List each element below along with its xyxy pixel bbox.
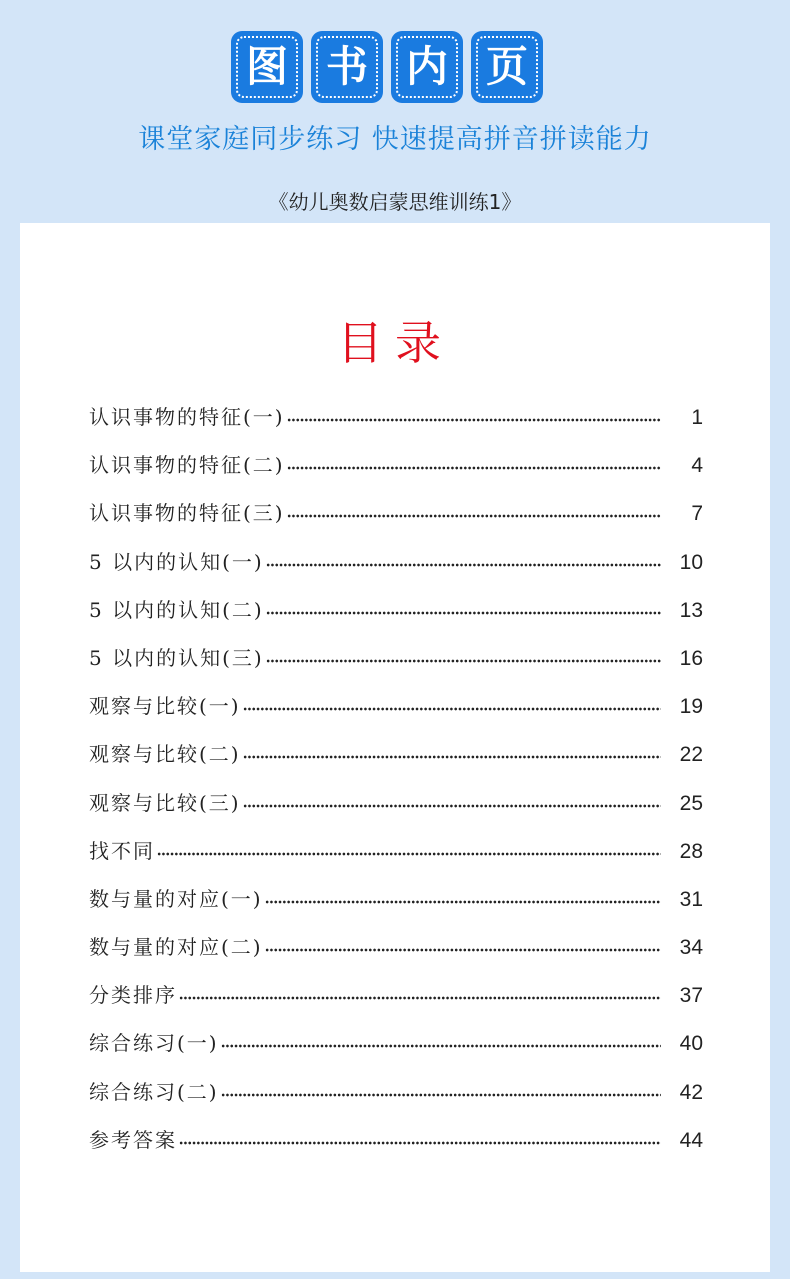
toc-row xyxy=(89,546,703,594)
toc-page-panel xyxy=(20,223,770,1272)
dot-leader xyxy=(287,514,661,518)
dot-leader xyxy=(266,659,661,663)
toc-item-title: 综合练习(一) xyxy=(89,1031,219,1056)
toc-item-title: 认识事物的特征(一) xyxy=(89,405,285,429)
toc-row xyxy=(89,449,703,497)
toc-item-page: 34 xyxy=(679,936,703,960)
dot-leader xyxy=(266,563,661,567)
toc-item-title: 数与量的对应(一) xyxy=(89,886,263,911)
toc-row xyxy=(89,835,703,883)
badge-tu xyxy=(231,31,303,103)
toc-row xyxy=(89,594,703,642)
dot-leader xyxy=(287,418,661,422)
toc-item-page: 37 xyxy=(679,984,703,1008)
toc-item-title: 5 以内的认知(一) xyxy=(89,549,264,574)
book-title: 《幼儿奥数启蒙思维训练1》 xyxy=(268,190,522,214)
badge-shu xyxy=(311,31,383,103)
toc-item-title: 分类排序 xyxy=(89,983,177,1008)
badge-label: 内 xyxy=(405,42,448,91)
dot-leader xyxy=(157,852,661,856)
dot-leader xyxy=(266,611,661,615)
dot-leader xyxy=(243,755,661,759)
toc-item-title: 认识事物的特征(二) xyxy=(89,453,285,478)
dot-leader xyxy=(243,707,661,711)
dot-leader xyxy=(265,900,661,904)
toc-row xyxy=(89,497,703,545)
toc-row xyxy=(89,883,703,931)
toc-item-page: 25 xyxy=(679,791,703,815)
header-badges xyxy=(231,31,543,103)
toc-row xyxy=(89,690,703,738)
dot-leader xyxy=(179,1141,661,1145)
toc-item-title: 观察与比较(三) xyxy=(89,790,241,815)
toc-item-page: 10 xyxy=(679,550,703,574)
toc-item-page: 1 xyxy=(691,406,703,429)
badge-ye xyxy=(471,31,543,103)
toc-item-title: 认识事物的特征(三) xyxy=(89,501,285,526)
toc-item-title: 找不同 xyxy=(89,838,155,863)
dot-leader xyxy=(243,804,661,808)
toc-item-page: 22 xyxy=(679,743,703,767)
toc-heading: 目录 xyxy=(337,316,453,370)
toc-item-page: 42 xyxy=(679,1080,703,1104)
toc-row xyxy=(89,1124,703,1172)
toc-row xyxy=(89,738,703,786)
toc-item-title: 5 以内的认知(二) xyxy=(89,597,264,622)
toc-row xyxy=(89,1027,703,1075)
toc-row xyxy=(89,1076,703,1124)
toc-item-page: 28 xyxy=(679,839,703,863)
toc-row xyxy=(89,787,703,835)
toc-item-title: 综合练习(二) xyxy=(89,1079,219,1104)
toc-item-page: 31 xyxy=(679,887,703,911)
badge-label: 书 xyxy=(325,42,368,91)
toc-row xyxy=(89,979,703,1027)
toc-item-page: 19 xyxy=(679,695,703,719)
toc-row xyxy=(89,642,703,690)
dot-leader xyxy=(221,1044,661,1048)
badge-nei xyxy=(391,31,463,103)
toc-row xyxy=(89,401,703,449)
toc-item-title: 观察与比较(二) xyxy=(89,742,241,767)
toc-item-page: 7 xyxy=(691,502,703,526)
subtitle: 课堂家庭同步练习 快速提高拼音拼读能力 xyxy=(138,124,652,155)
toc-item-title: 观察与比较(一) xyxy=(89,694,241,719)
toc-list xyxy=(89,401,703,1172)
toc-item-page: 16 xyxy=(679,646,703,670)
toc-item-page: 4 xyxy=(691,454,703,478)
dot-leader xyxy=(265,948,661,952)
toc-item-title: 5 以内的认知(三) xyxy=(89,645,264,670)
toc-item-title: 参考答案 xyxy=(89,1127,177,1152)
toc-item-page: 44 xyxy=(679,1128,703,1152)
dot-leader xyxy=(221,1093,661,1097)
badge-label: 图 xyxy=(245,42,288,91)
toc-item-title: 数与量的对应(二) xyxy=(89,935,263,960)
toc-row xyxy=(89,931,703,979)
dot-leader xyxy=(179,996,661,1000)
toc-item-page: 13 xyxy=(679,598,703,622)
dot-leader xyxy=(287,466,661,470)
badge-label: 页 xyxy=(485,42,528,91)
toc-item-page: 40 xyxy=(679,1032,703,1056)
